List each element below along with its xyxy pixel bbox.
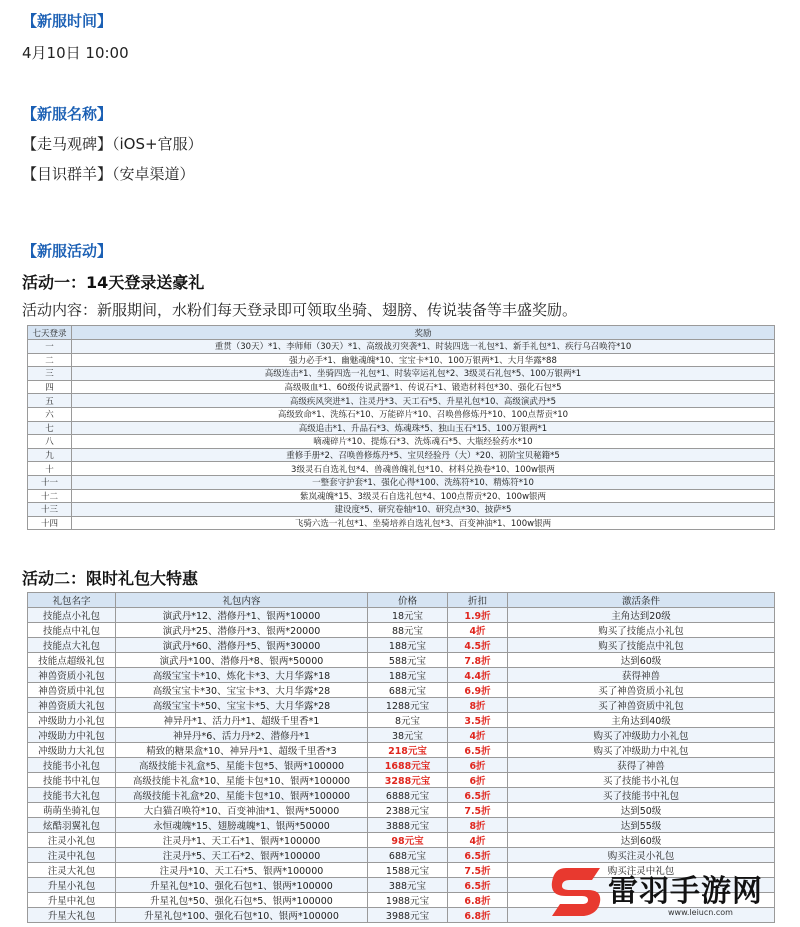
day-cell: 九	[28, 448, 72, 462]
price-cell: 3288元宝	[368, 773, 448, 788]
pack-content-cell: 注灵丹*1、天工石*1、银两*100000	[116, 833, 368, 848]
server-name-android: 【目识群羊】（安卓渠道）	[22, 165, 195, 183]
pack-name-cell: 注灵小礼包	[28, 833, 116, 848]
header-cell: 折扣	[448, 593, 508, 608]
condition-cell: 达到55级	[508, 818, 775, 833]
condition-cell: 购买注灵小礼包	[508, 848, 775, 863]
condition-cell: 购买了冲级助力小礼包	[508, 728, 775, 743]
discount-cell: 6折	[448, 773, 508, 788]
header-cell: 礼包内容	[116, 593, 368, 608]
condition-cell: 主角达到40级	[508, 713, 775, 728]
discount-cell: 4折	[448, 623, 508, 638]
table-row	[28, 462, 775, 476]
pack-name-cell: 神兽资质小礼包	[28, 668, 116, 683]
pack-content-cell: 演武丹*60、潜修丹*5、银两*30000	[116, 638, 368, 653]
condition-cell: 买了技能书小礼包	[508, 773, 775, 788]
table-header-row	[28, 593, 775, 608]
pack-name-cell: 冲级助力大礼包	[28, 743, 116, 758]
discount-cell: 8折	[448, 698, 508, 713]
price-cell: 1288元宝	[368, 698, 448, 713]
reward-cell: 建设度*5、研究卷轴*10、研究点*30、披萨*5	[72, 503, 775, 517]
reward-cell: 高级致命*1、洗练石*10、万能碎片*10、召唤兽修炼丹*10、100点帮贡*10	[72, 407, 775, 421]
pack-name-cell: 升星中礼包	[28, 893, 116, 908]
discount-cell: 4折	[448, 833, 508, 848]
table-row	[28, 743, 775, 758]
table-row	[28, 448, 775, 462]
pack-content-cell: 升星礼包*50、强化石包*5、银两*100000	[116, 893, 368, 908]
table-row	[28, 803, 775, 818]
discount-cell: 6.8折	[448, 908, 508, 923]
table-header-row	[28, 326, 775, 340]
discount-cell: 3.5折	[448, 713, 508, 728]
reward-cell: 强力必手*1、幽魅魂魄*10、宝宝卡*10、100万银两*1、大月华露*88	[72, 353, 775, 367]
pack-content-cell: 高级技能卡礼盒*10、星能卡包*10、银两*100000	[116, 773, 368, 788]
activity2-title: 活动二：限时礼包大特惠	[22, 569, 199, 588]
table-row	[28, 788, 775, 803]
table-row	[28, 353, 775, 367]
watermark-url: www.leiucn.com	[668, 908, 733, 917]
pack-name-cell: 萌萌坐骑礼包	[28, 803, 116, 818]
discount-cell: 6折	[448, 758, 508, 773]
condition-cell: 达到50级	[508, 803, 775, 818]
day-cell: 十三	[28, 503, 72, 517]
pack-name-cell: 注灵大礼包	[28, 863, 116, 878]
table-row	[28, 683, 775, 698]
pack-name-cell: 技能书小礼包	[28, 758, 116, 773]
pack-content-cell: 注灵丹*10、天工石*5、银两*100000	[116, 863, 368, 878]
table-row	[28, 608, 775, 623]
new-server-time-heading: 【新服时间】	[22, 12, 113, 30]
pack-content-cell: 高级技能卡礼盒*5、星能卡包*5、银两*100000	[116, 758, 368, 773]
reward-cell: 嘀魂碎片*10、提炼石*3、洗炼魂石*5、大瓶经验药水*10	[72, 435, 775, 449]
day-cell: 八	[28, 435, 72, 449]
day-cell: 三	[28, 367, 72, 381]
pack-content-cell: 神异丹*1、活力丹*1、超级千里香*1	[116, 713, 368, 728]
reward-cell: 高级疾风突进*1、注灵丹*3、天工石*5、升星礼包*10、高级演武丹*5	[72, 394, 775, 408]
header-cell: 奖励	[72, 326, 775, 340]
condition-cell: 买了技能书中礼包	[508, 788, 775, 803]
table-row	[28, 340, 775, 354]
pack-name-cell: 技能书大礼包	[28, 788, 116, 803]
pack-content-cell: 高级宝宝卡*50、宝宝卡*5、大月华露*28	[116, 698, 368, 713]
table-row	[28, 638, 775, 653]
condition-cell: 主角达到20级	[508, 608, 775, 623]
reward-cell: 重贯（30天）*1、李师师（30天）*1、高级战刃突袭*1、时装四选一礼包*1、新手礼包*1、疾行乌召唤符*10	[72, 340, 775, 354]
pack-content-cell: 演武丹*12、潜修丹*1、银两*10000	[116, 608, 368, 623]
pack-name-cell: 神兽资质中礼包	[28, 683, 116, 698]
condition-cell: 获得神兽	[508, 668, 775, 683]
header-cell: 礼包名字	[28, 593, 116, 608]
day-cell: 十四	[28, 516, 72, 530]
table-row	[28, 489, 775, 503]
table-row	[28, 698, 775, 713]
discount-cell: 7.5折	[448, 863, 508, 878]
server-name-ios: 【走马观碑】（iOS+官服）	[22, 135, 203, 153]
discount-cell: 8折	[448, 818, 508, 833]
table-row	[28, 713, 775, 728]
day-cell: 四	[28, 380, 72, 394]
table-row	[28, 728, 775, 743]
pack-name-cell: 升星大礼包	[28, 908, 116, 923]
day-cell: 五	[28, 394, 72, 408]
day-cell: 六	[28, 407, 72, 421]
new-server-activity-heading: 【新服活动】	[22, 242, 113, 260]
table-row	[28, 623, 775, 638]
watermark-brand: 雷羽手游网	[608, 874, 763, 909]
table-row	[28, 394, 775, 408]
price-cell: 188元宝	[368, 638, 448, 653]
discount-cell: 6.5折	[448, 848, 508, 863]
reward-cell: 高级吸血*1、60级传说武器*1、传说石*1、锻造材料包*30、强化石包*5	[72, 380, 775, 394]
price-cell: 218元宝	[368, 743, 448, 758]
discount-cell: 6.9折	[448, 683, 508, 698]
table-row	[28, 421, 775, 435]
price-cell: 98元宝	[368, 833, 448, 848]
new-server-name-heading: 【新服名称】	[22, 105, 113, 123]
condition-cell: 达到60级	[508, 833, 775, 848]
price-cell: 3988元宝	[368, 908, 448, 923]
pack-name-cell: 技能点小礼包	[28, 608, 116, 623]
table-row	[28, 773, 775, 788]
pack-content-cell: 注灵丹*5、天工石*2、银两*100000	[116, 848, 368, 863]
day-cell: 一	[28, 340, 72, 354]
pack-content-cell: 演武丹*25、潜修丹*3、银两*20000	[116, 623, 368, 638]
condition-cell: 购买了技能点中礼包	[508, 638, 775, 653]
price-cell: 18元宝	[368, 608, 448, 623]
table-row	[28, 367, 775, 381]
pack-content-cell: 高级技能卡礼盒*20、星能卡包*10、银两*100000	[116, 788, 368, 803]
condition-cell: 获得了神兽	[508, 758, 775, 773]
day-cell: 十二	[28, 489, 72, 503]
discount-cell: 6.5折	[448, 743, 508, 758]
price-cell: 688元宝	[368, 848, 448, 863]
header-cell: 七天登录	[28, 326, 72, 340]
pack-content-cell: 演武丹*100、潜修丹*8、银两*50000	[116, 653, 368, 668]
pack-content-cell: 大白猫召唤符*10、百变神油*1、银两*50000	[116, 803, 368, 818]
discount-cell: 4.5折	[448, 638, 508, 653]
pack-content-cell: 精致的糖果盒*10、神异丹*1、超级千里香*3	[116, 743, 368, 758]
discount-cell: 6.5折	[448, 788, 508, 803]
price-cell: 8元宝	[368, 713, 448, 728]
lightning-s-logo-icon	[548, 862, 606, 922]
condition-cell: 买了神兽资质中礼包	[508, 698, 775, 713]
pack-content-cell: 永恒魂魄*15、翅膀魂魄*1、银两*50000	[116, 818, 368, 833]
pack-content-cell: 升星礼包*10、强化石包*1、银两*100000	[116, 878, 368, 893]
header-cell: 激活条件	[508, 593, 775, 608]
day-cell: 十	[28, 462, 72, 476]
new-server-time-value: 4月10日 10:00	[22, 44, 129, 62]
activity1-title: 活动一：14天登录送豪礼	[22, 273, 205, 292]
table-row	[28, 407, 775, 421]
table-row	[28, 818, 775, 833]
price-cell: 3888元宝	[368, 818, 448, 833]
table-row	[28, 503, 775, 517]
price-cell: 388元宝	[368, 878, 448, 893]
activity1-description: 活动内容：新服期间，水粉们每天登录即可领取坐骑、翅膀、传说装备等丰盛奖励。	[22, 301, 578, 319]
price-cell: 1688元宝	[368, 758, 448, 773]
discount-cell: 6.5折	[448, 878, 508, 893]
price-cell: 1588元宝	[368, 863, 448, 878]
table-row	[28, 516, 775, 530]
site-watermark	[548, 860, 800, 927]
table-row	[28, 833, 775, 848]
price-cell: 6888元宝	[368, 788, 448, 803]
pack-name-cell: 冲级助力小礼包	[28, 713, 116, 728]
header-cell: 价格	[368, 593, 448, 608]
reward-cell: 飞骑六选一礼包*1、坐骑培养自选礼包*3、百变神油*1、100w银两	[72, 516, 775, 530]
discount-cell: 1.9折	[448, 608, 508, 623]
price-cell: 1988元宝	[368, 893, 448, 908]
pack-name-cell: 技能点中礼包	[28, 623, 116, 638]
table-row	[28, 653, 775, 668]
pack-name-cell: 技能点超级礼包	[28, 653, 116, 668]
condition-cell: 购买注灵中礼包	[508, 863, 775, 878]
table-row	[28, 435, 775, 449]
pack-content-cell: 神异丹*6、活力丹*2、潜修丹*1	[116, 728, 368, 743]
day-cell: 二	[28, 353, 72, 367]
discount-cell: 6.8折	[448, 893, 508, 908]
pack-name-cell: 神兽资质大礼包	[28, 698, 116, 713]
day-cell: 十一	[28, 475, 72, 489]
pack-name-cell: 注灵中礼包	[28, 848, 116, 863]
reward-cell: 一整套守护套*1、强化心得*100、洗练符*10、精炼符*10	[72, 475, 775, 489]
price-cell: 38元宝	[368, 728, 448, 743]
day-cell: 七	[28, 421, 72, 435]
discount-cell: 4.4折	[448, 668, 508, 683]
discount-cell: 7.8折	[448, 653, 508, 668]
pack-name-cell: 冲级助力中礼包	[28, 728, 116, 743]
table-row	[28, 668, 775, 683]
reward-cell: 高级追击*1、升品石*3、炼魂珠*5、独山玉石*15、100万银两*1	[72, 421, 775, 435]
condition-cell: 达到60级	[508, 653, 775, 668]
price-cell: 88元宝	[368, 623, 448, 638]
pack-content-cell: 升星礼包*100、强化石包*10、银两*100000	[116, 908, 368, 923]
table-row	[28, 380, 775, 394]
discount-cell: 7.5折	[448, 803, 508, 818]
pack-name-cell: 升星小礼包	[28, 878, 116, 893]
condition-cell: 购买了冲级助力中礼包	[508, 743, 775, 758]
reward-cell: 紫岚魂魄*15、3级灵石自选礼包*4、100点帮贡*20、100w银两	[72, 489, 775, 503]
pack-content-cell: 高级宝宝卡*30、宝宝卡*3、大月华露*28	[116, 683, 368, 698]
price-cell: 2388元宝	[368, 803, 448, 818]
reward-cell: 3级灵石自选礼包*4、兽魂兽魄礼包*10、材料兑换卷*10、100w银两	[72, 462, 775, 476]
condition-cell: 买了神兽资质小礼包	[508, 683, 775, 698]
table-row	[28, 758, 775, 773]
price-cell: 588元宝	[368, 653, 448, 668]
reward-cell: 高级连击*1、坐骑四选一礼包*1、时装宰运礼包*2、3级灵石礼包*5、100万银两*1	[72, 367, 775, 381]
pack-content-cell: 高级宝宝卡*10、炼化卡*3、大月华露*18	[116, 668, 368, 683]
pack-name-cell: 技能书中礼包	[28, 773, 116, 788]
pack-name-cell: 技能点大礼包	[28, 638, 116, 653]
price-cell: 688元宝	[368, 683, 448, 698]
table-row	[28, 475, 775, 489]
price-cell: 188元宝	[368, 668, 448, 683]
discount-cell: 4折	[448, 728, 508, 743]
condition-cell: 购买了技能点小礼包	[508, 623, 775, 638]
pack-name-cell: 炫酷羽翼礼包	[28, 818, 116, 833]
login-rewards-table	[27, 325, 775, 530]
reward-cell: 重修手册*2、召唤兽修炼丹*5、宝贝经验丹（大）*20、初阶宝贝秘籍*5	[72, 448, 775, 462]
